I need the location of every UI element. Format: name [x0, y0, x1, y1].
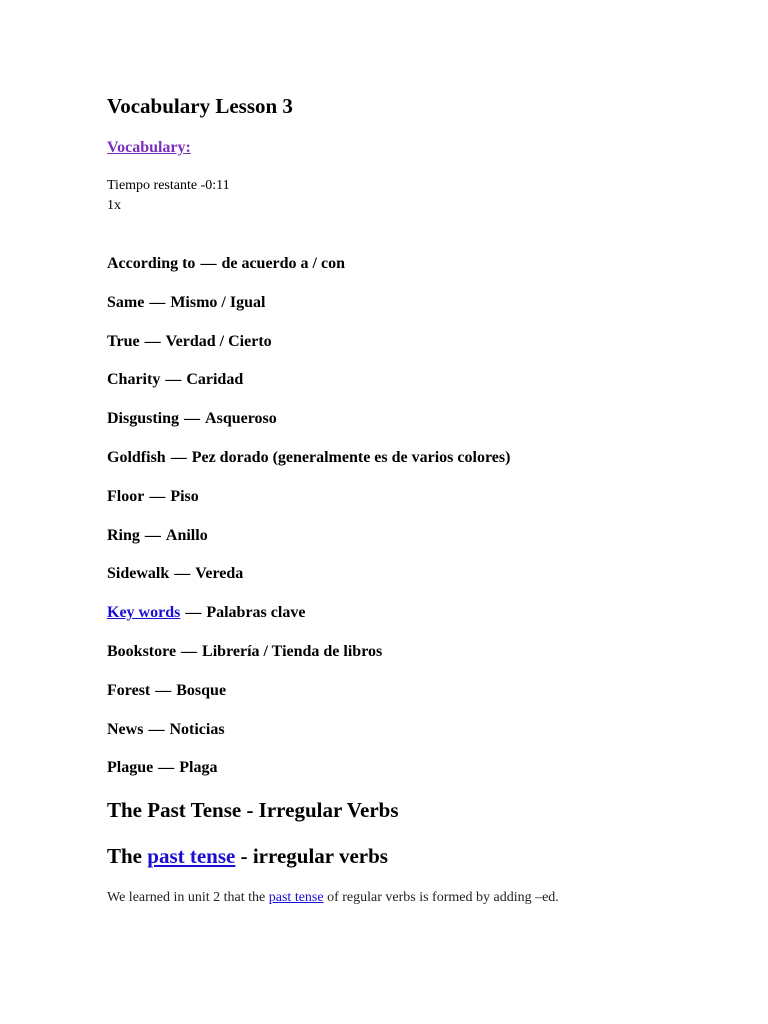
vocab-item — [107, 254, 510, 293]
vocab-translation: Bosque — [176, 681, 227, 699]
section-heading: The Past Tense - Irregular Verbs — [107, 798, 399, 822]
vocabulary-list — [107, 254, 510, 797]
vocab-term: True — [107, 332, 140, 350]
page-title: Vocabulary Lesson 3 — [107, 94, 293, 118]
subheading-prefix: The — [107, 844, 148, 868]
past-tense-link[interactable]: past tense — [147, 844, 236, 868]
vocab-term: Charity — [107, 371, 161, 389]
vocab-term: Bookstore — [107, 642, 177, 660]
vocab-translation: Librería / Tienda de libros — [202, 642, 383, 660]
vocab-separator: — — [149, 487, 166, 505]
vocab-separator: — — [158, 759, 175, 777]
vocab-separator: — — [185, 604, 202, 622]
vocab-separator: — — [144, 526, 161, 544]
vocab-term: According to — [107, 255, 196, 272]
vocab-item — [107, 293, 510, 332]
vocab-item — [107, 448, 510, 487]
vocab-translation: de acuerdo a / con — [221, 255, 345, 272]
vocab-term: Plague — [107, 759, 154, 777]
vocab-item — [107, 487, 510, 526]
vocab-item — [107, 758, 510, 797]
vocab-term: Disgusting — [107, 410, 180, 428]
vocab-separator: — — [165, 371, 182, 389]
vocab-item — [107, 642, 510, 681]
subheading-suffix: - irregular verbs — [235, 844, 388, 868]
playback-speed-button[interactable]: 1x — [107, 198, 121, 213]
vocabulary-link[interactable]: Vocabulary: — [107, 139, 191, 156]
section-subheading — [107, 843, 388, 869]
vocab-separator: — — [200, 255, 217, 272]
vocab-term: Sidewalk — [107, 565, 170, 583]
vocab-separator: — — [155, 681, 172, 699]
vocab-term: Floor — [107, 487, 145, 505]
vocab-separator: — — [148, 720, 165, 738]
vocab-translation: Noticias — [169, 720, 225, 738]
vocab-term: Ring — [107, 526, 140, 544]
vocab-item — [107, 681, 510, 720]
vocab-separator: — — [149, 293, 166, 311]
vocab-translation: Verdad / Cierto — [165, 332, 272, 350]
vocab-term: Forest — [107, 681, 151, 699]
intro-paragraph — [107, 888, 559, 908]
vocab-separator: — — [184, 410, 201, 428]
vocab-translation: Anillo — [165, 526, 208, 544]
key-words-link[interactable]: Key words — [107, 604, 181, 622]
vocab-term: News — [107, 720, 144, 738]
vocab-translation: Vereda — [195, 565, 244, 583]
paragraph-text-before: We learned in unit 2 that the — [107, 890, 269, 905]
vocab-term: Same — [107, 293, 145, 311]
vocab-translation: Caridad — [186, 371, 244, 389]
vocab-item — [107, 409, 510, 448]
vocab-item — [107, 564, 510, 603]
past-tense-inline-link[interactable]: past tense — [268, 890, 324, 905]
vocab-translation: Palabras clave — [206, 604, 306, 622]
audio-player[interactable] — [107, 176, 230, 216]
vocab-translation: Asqueroso — [205, 410, 277, 428]
vocab-separator: — — [144, 332, 161, 350]
vocab-item — [107, 603, 510, 642]
paragraph-text-after: of regular verbs is formed by adding –ed. — [323, 890, 559, 905]
vocab-item — [107, 720, 510, 759]
vocab-translation: Piso — [170, 487, 199, 505]
time-remaining: Tiempo restante -0:11 — [107, 178, 230, 193]
vocab-translation: Plaga — [179, 759, 218, 777]
vocab-separator: — — [170, 448, 187, 466]
vocab-translation: Pez dorado (generalmente es de varios colores) — [191, 448, 511, 466]
vocab-separator: — — [174, 565, 191, 583]
vocab-item — [107, 332, 510, 371]
vocab-term: Goldfish — [107, 448, 166, 466]
vocab-item — [107, 526, 510, 565]
vocab-separator: — — [181, 642, 198, 660]
vocab-item — [107, 370, 510, 409]
vocab-translation: Mismo / Igual — [170, 293, 266, 311]
